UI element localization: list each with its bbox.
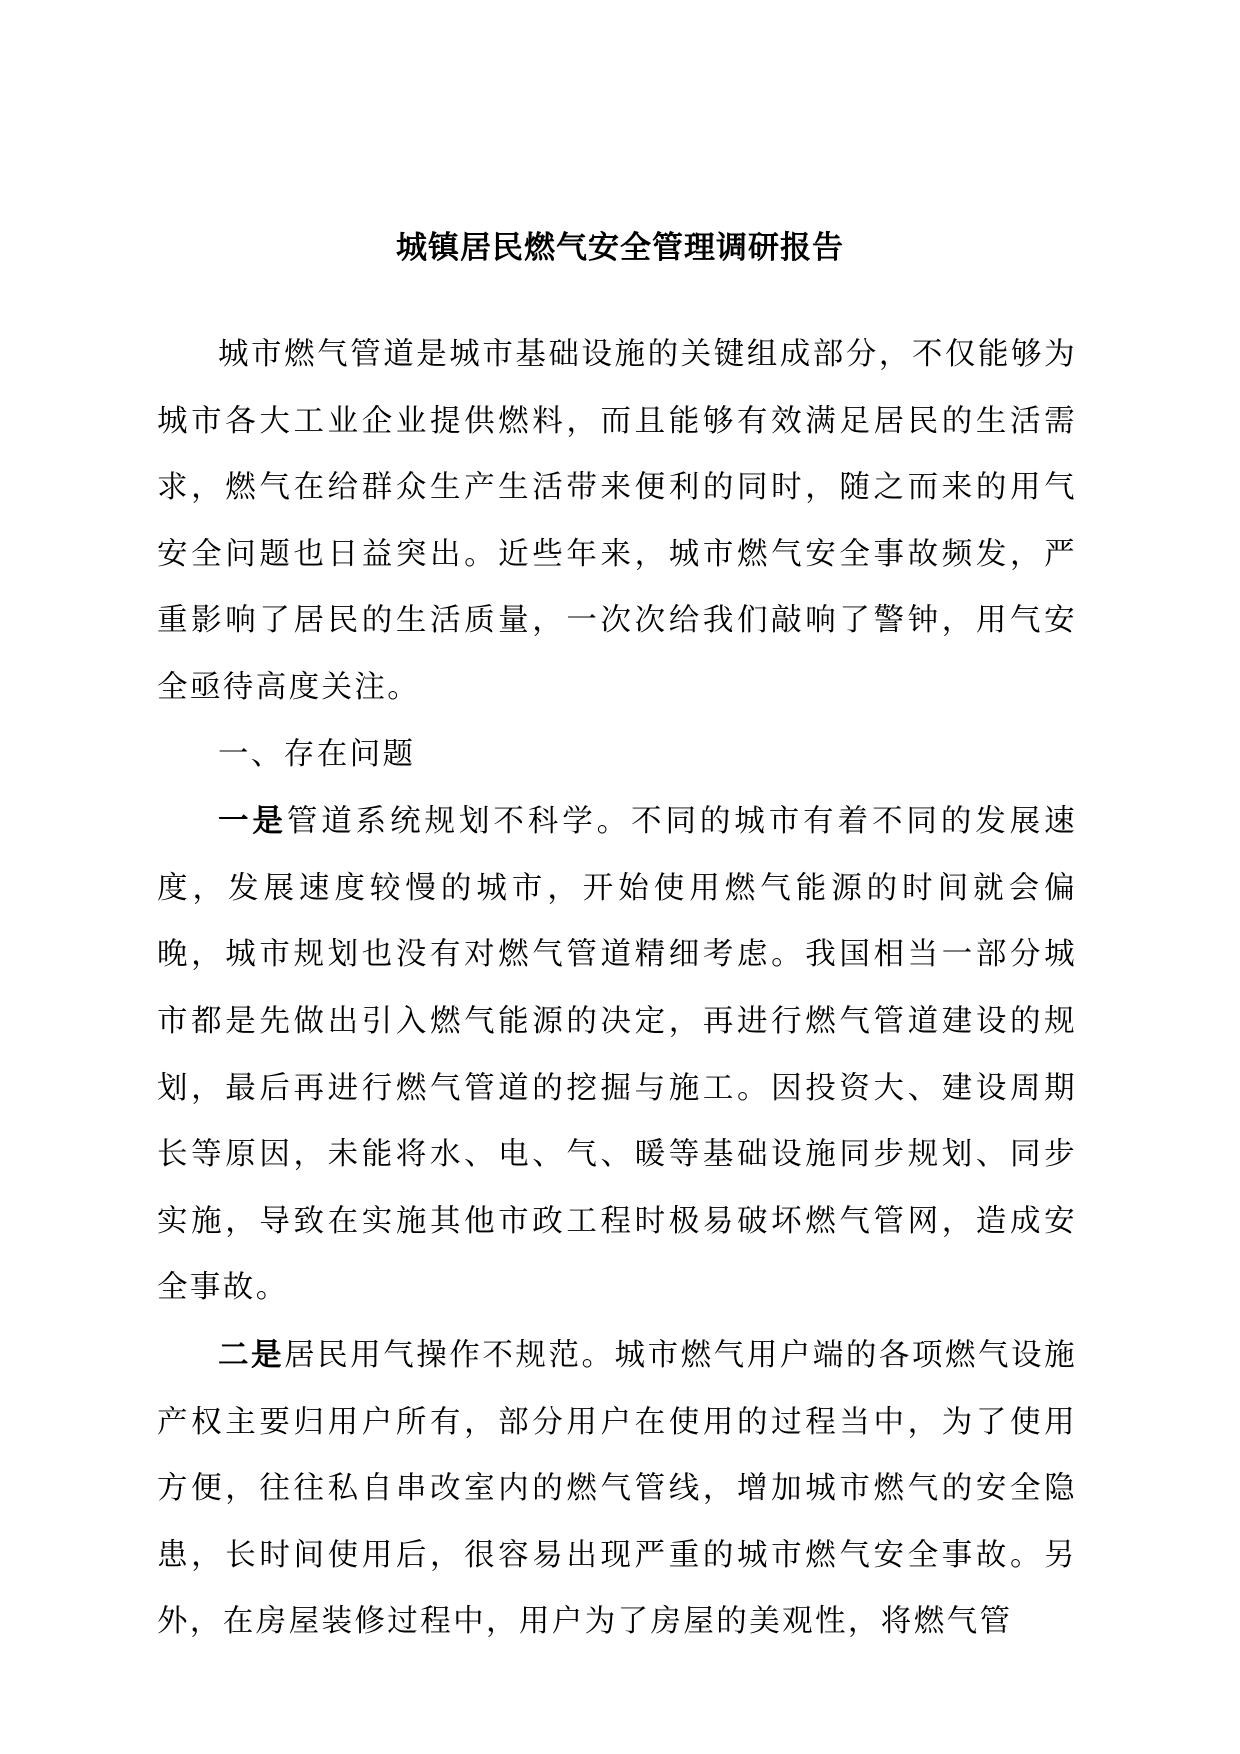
document-title: 城镇居民燃气安全管理调研报告	[396, 230, 844, 266]
point-lead-1: 一是	[218, 803, 287, 840]
intro-paragraph: 城市燃气管道是城市基础设施的关键组成部分，不仅能够为城市各大工业企业提供燃料，而且能够有效满足居民的生活需求，燃气在给群众生产生活带来便利的同时，随之而来的用气安全问题也日益突出。近些年来，城市燃气安全事故频发，严重影响了居民的生活质量，一次次给我们敲响了警钟，用气安全亟待高度关注。	[157, 337, 1077, 705]
point-lead-2: 二是	[218, 1336, 285, 1373]
section-heading: 一、存在问题	[218, 736, 416, 772]
point-paragraph-2	[157, 1322, 1077, 1656]
point-paragraph-1	[157, 788, 1077, 1322]
point-text-1: 管道系统规划不科学。不同的城市有着不同的发展速度，发展速度较慢的城市，开始使用燃气能源的时间就会偏晚，城市规划也没有对燃气管道精细考虑。我国相当一部分城市都是先做出引入燃气能源的决定，再进行燃气管道建设的规划，最后再进行燃气管道的挖掘与施工。因投资大、建设周期长等原因，未能将水、电、气、暖等基础设施同步规划、同步实施，导致在实施其他市政工程时极易破坏燃气管网，造成安全事故。	[157, 804, 1077, 1306]
point-text-2: 居民用气操作不规范。城市燃气用户端的各项燃气设施产权主要归用户所有，部分用户在使用的过程当中，为了使用方便，往往私自串改室内的燃气管线，增加城市燃气的安全隐患，长时间使用后，很容易出现严重的城市燃气安全事故。另外，在房屋装修过程中，用户为了房屋的美观性，将燃气管	[157, 1337, 1077, 1640]
document-body	[157, 322, 1077, 1656]
